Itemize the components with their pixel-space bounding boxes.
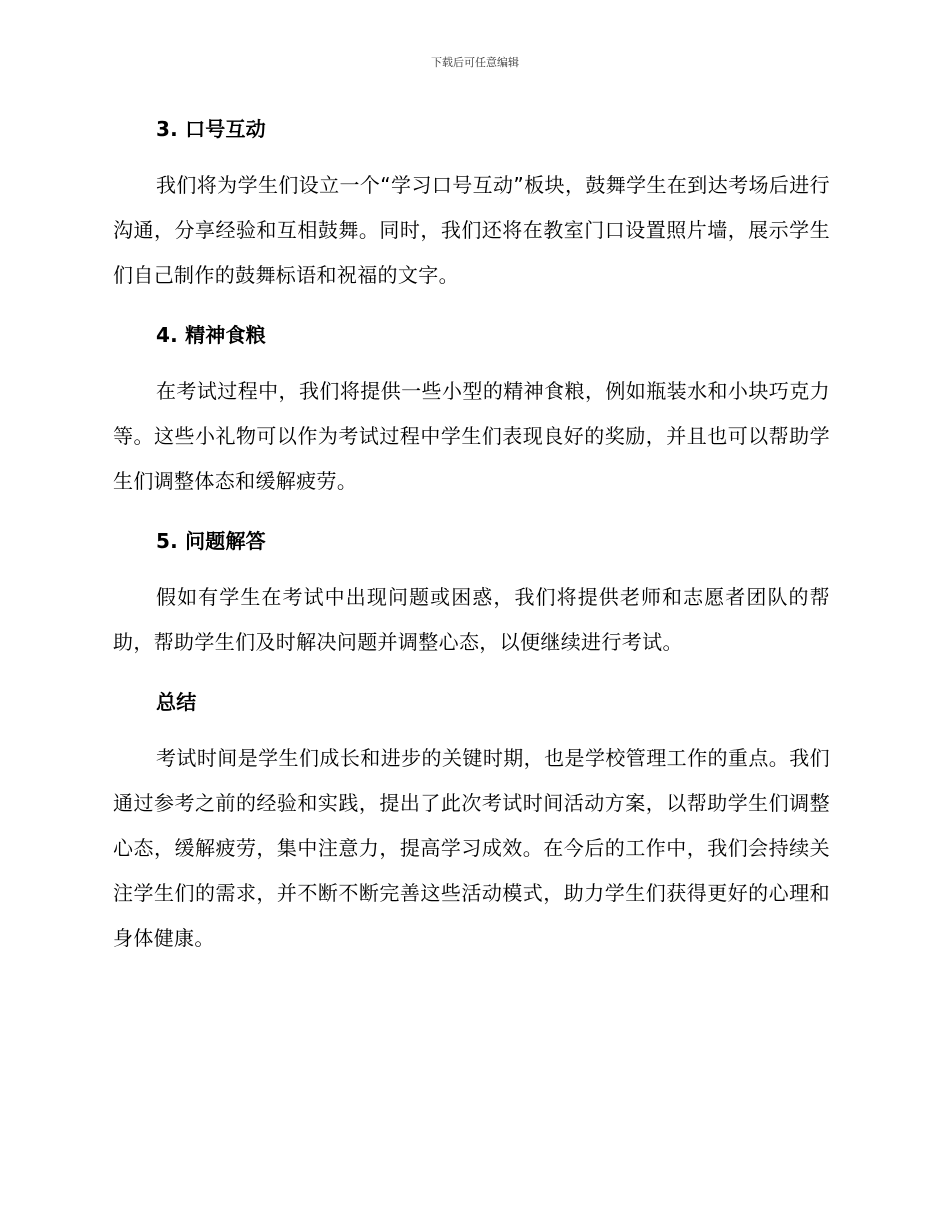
section-spiritual-food: [113, 318, 830, 524]
section-paragraph: 假如有学生在考试中出现问题或困惑，我们将提供老师和志愿者团队的帮助，帮助学生们及时解决问题并调整心态，以便继续进行考试。: [113, 585, 830, 654]
section-slogan-interaction: [113, 112, 830, 318]
section-paragraph: 我们将为学生们设立一个“学习口号互动”板块，鼓舞学生在到达考场后进行沟通，分享经验和互相鼓舞。同时，我们还将在教室门口设置照片墙，展示学生们自己制作的鼓舞标语和祝福的文字。: [113, 173, 830, 287]
section-question-answering: [113, 524, 830, 685]
section-paragraph: 考试时间是学生们成长和进步的关键时期，也是学校管理工作的重点。我们通过参考之前的经验和实践，提出了此次考试时间活动方案，以帮助学生们调整心态，缓解疲劳，集中注意力，提高学习成效。在今后的工作中，我们会持续关注学生们的需求，并不断不断完善这些活动模式，助力学生们获得更好的心理和身体健康。: [113, 746, 830, 950]
section-heading: 总结: [156, 690, 197, 714]
section-heading: 5. 问题解答: [156, 529, 266, 553]
section-summary: [113, 685, 830, 961]
document-body: [113, 112, 830, 961]
section-heading: 3. 口号互动: [156, 117, 266, 141]
section-paragraph: 在考试过程中，我们将提供一些小型的精神食粮，例如瓶装水和小块巧克力等。这些小礼物可以作为考试过程中学生们表现良好的奖励，并且也可以帮助学生们调整体态和缓解疲劳。: [113, 379, 830, 493]
section-heading: 4. 精神食粮: [156, 323, 266, 347]
header-note: 下载后可任意编辑: [431, 56, 519, 69]
